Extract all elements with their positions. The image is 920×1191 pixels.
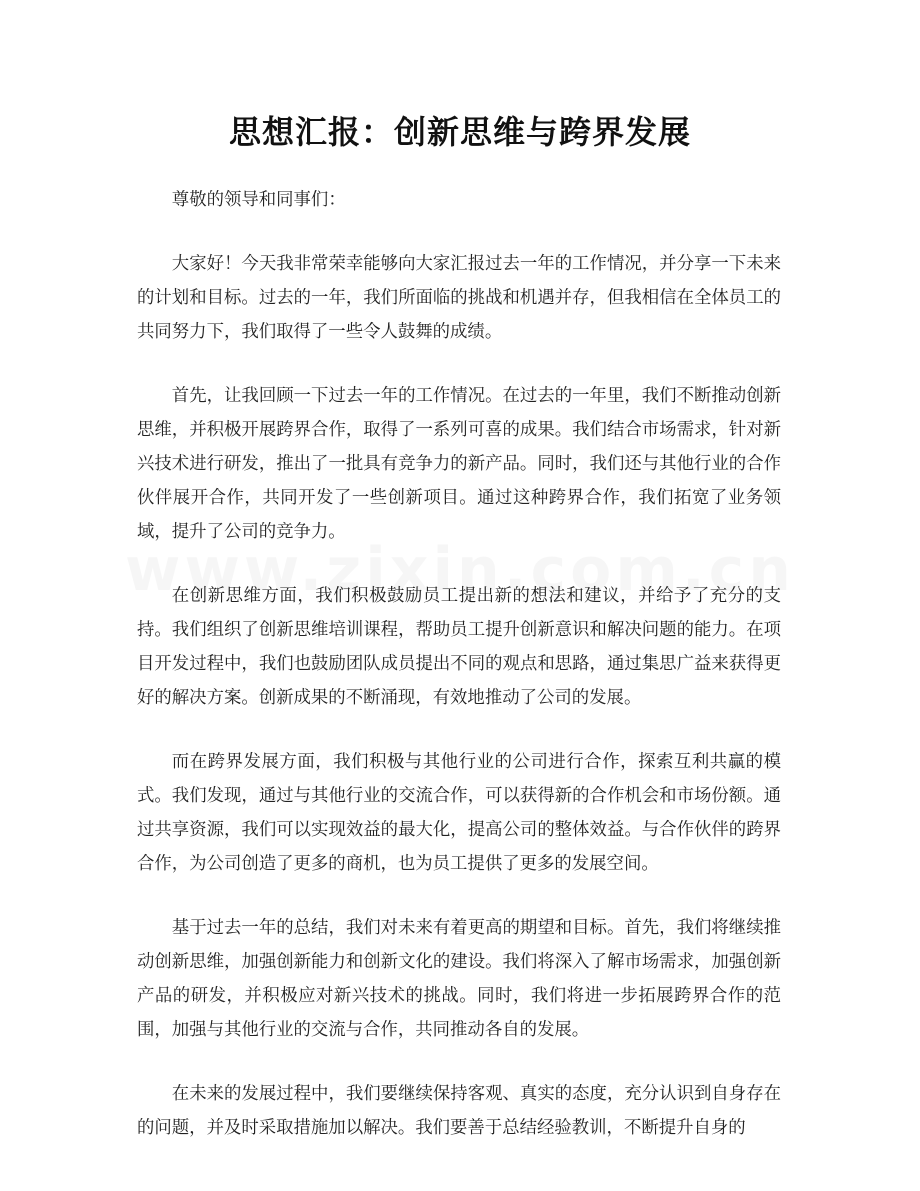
paragraph-crossover: 而在跨界发展方面，我们积极与其他行业的公司进行合作，探索互利共赢的模式。我们发现，通过与其他行业的交流合作，可以获得新的合作机会和市场份额。通过共享资源，我们可以实现效益的最大化，提高公司的整体效益。与合作伙伴的跨界合作，为公司创造了更多的商机，也为员工提供了更多的发展空间。 xyxy=(137,752,781,874)
salutation: 尊敬的领导和同事们： xyxy=(171,190,346,210)
paragraph-future-goals: 基于过去一年的总结，我们对未来有着更高的期望和目标。首先，我们将继续推动创新思维，加强创新能力和创新文化的建设。我们将深入了解市场需求，加强创新产品的研发，并积极应对新兴技术的挑战。同时，我们将进一步拓展跨界合作的范围，加强与其他行业的交流与合作，共同推动各自的发展。 xyxy=(137,918,781,1040)
paragraph-greeting: 大家好！今天我非常荣幸能够向大家汇报过去一年的工作情况，并分享一下未来的计划和目标。过去的一年，我们所面临的挑战和机遇并存，但我相信在全体员工的共同努力下，我们取得了一些令人鼓舞的成绩。 xyxy=(137,254,781,342)
paragraph-innovation: 在创新思维方面，我们积极鼓励员工提出新的想法和建议，并给予了充分的支持。我们组织了创新思维培训课程，帮助员工提升创新意识和解决问题的能力。在项目开发过程中，我们也鼓励团队成员提出不同的观点和思路，通过集思广益来获得更好的解决方案。创新成果的不断涌现，有效地推动了公司的发展。 xyxy=(137,586,781,708)
paragraph-future-development: 在未来的发展过程中，我们要继续保持客观、真实的态度，充分认识到自身存在的问题，并及时采取措施加以解决。我们要善于总结经验教训，不断提升自身的 xyxy=(137,1084,781,1138)
paragraph-review: 首先，让我回顾一下过去一年的工作情况。在过去的一年里，我们不断推动创新思维，并积极开展跨界合作，取得了一系列可喜的成果。我们结合市场需求，针对新兴技术进行研发，推出了一批具有竞争力的新产品。同时，我们还与其他行业的合作伙伴展开合作，共同开发了一些创新项目。通过这种跨界合作，我们拓宽了业务领域，提升了公司的竞争力。 xyxy=(137,386,781,542)
page-title: 思想汇报：创新思维与跨界发展 xyxy=(228,113,691,151)
document-body xyxy=(137,183,781,1175)
